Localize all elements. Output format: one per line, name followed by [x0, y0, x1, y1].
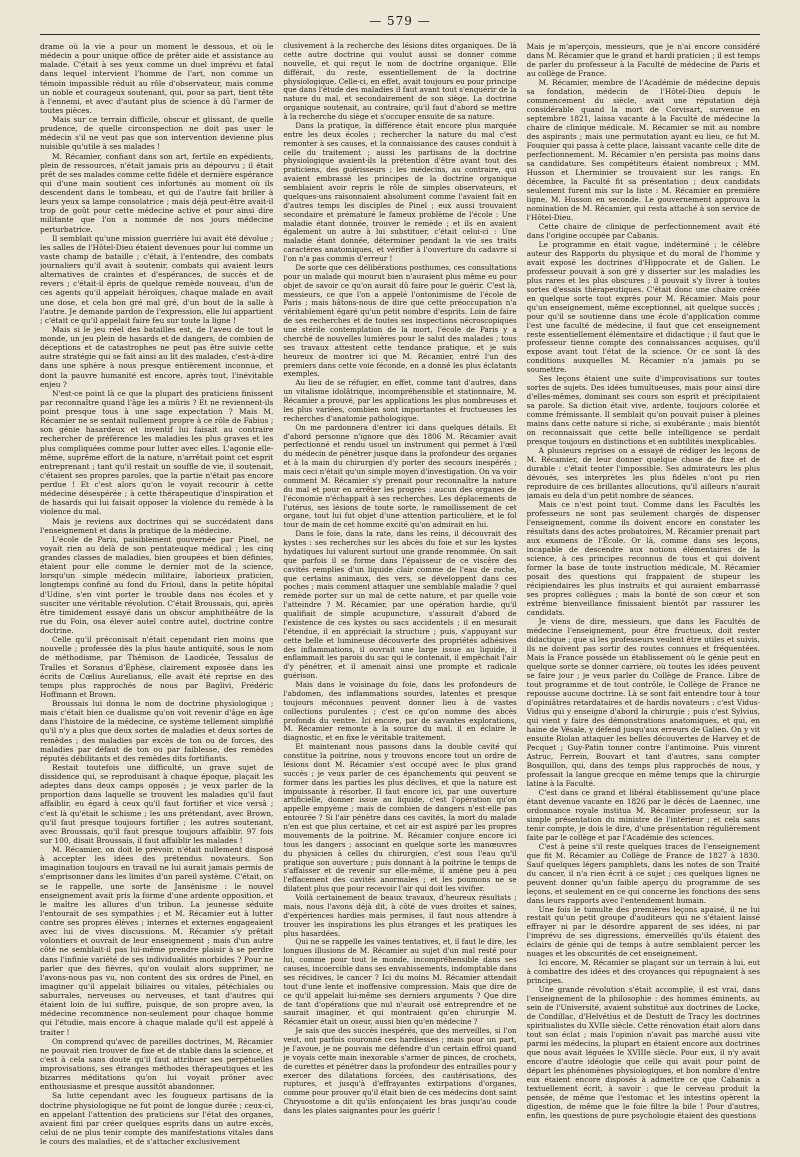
paragraph: M. Récamier, on doit le prévoir, n'était nullement disposé à accepter les idées des prétendus novateurs. Son imagination toujours en travail ne lui aurait jamais permis de s'emprisonner dans les limites d'un pareil système. C'était, on se le rappelle, une sorte de Jansénisme : le nouvel enseignement avait pris la forme d'une ardente opposition, et le maître les allures d'un tribun. La jeunesse séduite l'entourait de ses sympathies ; et M. Récamier eut à lutter contre ses propres élèves ; internes et externes engageaient avec lui de vives discussions. M. Récamier s'y prêtait volontiers et ouvrait de leur enseignement ; mais d'un autre côté ne semblait-il pas lui-même prendre plaisir à se perdre dans l'infinie variété de ses individualités morbides ? Pour ne parler que des fièvres, qu'on voulait alors supprimer, ne l'avons-nous pas vu, non content des six ordres de Pinel, en imaginer qu'il appelait biliaires ou vitales, pétéchiales ou saburrales, nerveuses ou nerveuses, et tant d'autres qui étaient loin de lui suffire, puisque, de son propre aveu, la médecine recommence non-seulement pour chaque homme qui l'étudie, mais encore à chaque malade qu'il est appelé à traiter ! — [40, 845, 274, 1037]
text-columns — [40, 42, 760, 1149]
paragraph: On comprend qu'avec de pareilles doctrines, M. Récamier ne pouvait rien trouver de fixe et de stable dans la science, et c'est à cela sans doute qu'il faut attribuer ses perpétuelles improvisations, ses étranges méthodes thérapeutiques et les bizarres méditations qu'on lui voyait prôner avec enthousiasme et presque aussitôt abandonner. — [40, 1036, 274, 1092]
paragraph: A plusieurs reprises on a essayé de rédiger les leçons de M. Récamier, de leur donner quelque chose de fixe et de durable : c'était tenter l'impossible. Ses admirateurs les plus dévoués, ses interprètes les plus fidèles n'ont pu rien reproduire de ces brillantes allocutions, qu'il ailleurs n'aurait jamais eu dela d'un petit nombre de séances. — [526, 446, 760, 501]
paragraph: Ici encore, M. Récamier se plaçant sur un terrain à lui, eut à combattre des idées et des croyances qui répugnaient à ses principes. — [526, 958, 760, 986]
paragraph: M. Récamier, membre de l'Académie de médecine depuis sa fondation, médecin de l'Hôtel-Dieu depuis le commencement du siècle, avait une réputation déjà considérable quand la mort de Corvisart, survenue en septembre 1821, laissa vacante à la Faculté de médecine la chaire de clinique médicale. M. Récamier se mit au nombre des aspirants ; mais une permutation ayant eu lieu, ce fut M. Fouquier qui passa à cette place, laissant vacante celle dite de perfectionnement. M. Récamier n'en persista pas moins dans sa candidature. Ses compétiteurs étaient nombreux ; MM. Husson et Lherminier se trouvaient sur les rangs. En décembre, la Faculté fit sa présentation ; deux candidats seulement furent mis sur la liste : M. Récamier en première ligne, M. Husson en seconde. Le gouvernement approuva la nomination de M. Récamier, qui resta attaché à son service de l'Hôtel-Dieu. — [526, 77, 760, 222]
paragraph: Mais je m'aperçois, messieurs, que je n'ai encore considéré dans M. Récamier que le grand et hardi praticien ; il est temps de parler du professeur à la Faculté de médecine de Paris et au collège de France. — [526, 42, 760, 78]
paragraph: Mais dans le voisinage du foie, dans les profondeurs de l'abdomen, des inflammations sourdes, latentes et presque toujours méconnues peuvent donner lieu à de vastes collections purulentes ; c'est ce qu'on nomme des abcès profonds du ventre. Ici encore, par de savantes explorations, M. Récamier remonte à la source du mal, il en éclaire le diagnostic, et en fixe le véritable traitement. — [283, 680, 517, 743]
paragraph: On me pardonnera d'entrer ici dans quelques détails. Et d'abord personne n'ignore que dès 1806 M. Récamier avait perfectionné et rendu usuel un instrument qui permet à l'œil du médecin de pénétrer jusque dans la profondeur des organes et à la main du chirurgien d'y porter des secours inespérés ; mais ceci n'était qu'un simple moyen d'investigation. On va voir comment M. Récamier s'y prenait pour reconnaître la nature du mal et pour en arrêter les progrès : aucun des organes de l'économie n'échappait à ses recherches. Les déplacements de l'utérus, ses lésions de toute sorte, le ramollissement de cet organe, tout lui fut objet d'une attention particulière, et le fol tour de main de cet homme excité qu'on admirait en lui. — [283, 422, 517, 530]
column-left — [40, 42, 273, 1149]
paragraph: Cette chaire de clinique de perfectionnement avait été dans l'origine occupée par Cabanis. — [526, 221, 760, 240]
paragraph: Mais sur ce terrain difficile, obscur et glissant, de quelle prudence, de quelle circonspection ne doit pas user le médecin s'il ne veut pas que son intervention devienne plus nuisible qu'utile à ses malades ! — [40, 115, 274, 152]
paragraph: Et maintenant nous passons dans la double cavité qui constitue la poitrine, nous y trouvons encore tout un ordre de lésions dont M. Récamier s'est occupé avec le plus grand succès ; je veux parler de ces épanchements qui peuvent se former dans les parties les plus déclives, et que la nature est impuissante à résorber. Il faut encore ici, par une ouverture artificielle, donner issue au liquide, c'est l'opération qu'on appelle empyème ; mais de combien de dangers n'est-elle pas entourée ? Si l'air pénètre dans ces cavités, la mort du malade n'en est que plus certaine, et cet air est aspiré par les propres mouvements de la poitrine. M. Récamier conjure encore ici tous les dangers ; associant en quelque sorte les manœuvres du physicien à celles du chirurgien, c'est sous l'eau qu'il pratique son ouverture ; puis donnant à la poitrine le temps de s'affaisser et de revenir sur elle-même, il amène peu à peu l'effacement des cavités anormales ; et les poumons ne se dilatent plus que pour recevoir l'air qui doit les vivifier. — [283, 742, 517, 894]
paragraph: Broussais lui donna le nom de doctrine physiologique ; mais c'était bien ce dualisme qu'on voit revenir d'âge en âge dans l'histoire de la médecine, ce système tellement simplifié qu'il n'y a plus que deux sortes de maladies et deux sortes de remèdes ; des maladies par excès de ton ou de forces, des maladies par défaut de ton ou par faiblesse, des remèdes réputés débilitants et des remèdes dits fortifiants. — [40, 699, 274, 763]
paragraph: Il semblait qu'une mission guerrière lui avait été dévolue ; les salles de l'Hôtel-Dieu étaient devenues pour lui comme un vaste champ de bataille ; c'était, à l'entendre, des combats journaliers qu'il avait à soutenir, combats qui avaient leurs alternatives de craintes et d'espérances, de succès et de revers ; c'était-il épris de quelque remède nouveau, d'un de ces agents qu'il appelait héroïques, chaque malade en avait une dose, et cela bon gré mal gré, d'un bout de la salle à l'autre. Je demande pardon de l'expression, elle lui appartient ; c'était ce qu'il appelait faire feu sur toute la ligne ! — [40, 233, 274, 325]
paragraph: Une grande révolution s'était accomplie, il est vrai, dans l'enseignement de la philosophie : des hommes éminents, au sein de l'Université, avaient substitué aux doctrines de Locke, de Condillac, d'Helvétius et de Destutt de Tracy les doctrines spiritualistes du XVIIe siècle. Cette rénovation était alors dans tout son éclat ; mais l'opinion n'avait pas marché aussi vite parmi les médecins, la plupart en étaient encore aux doctrines que nous avait léguées le XVIIIe siècle. Pour eux, il n'y avait encore d'autre idéologie que celle qui avait pour point de départ les phénomènes physiologiques, et bon nombre d'entre eux étaient encore disposés à admettre ce que Cabanis a textuellement écrit, à savoir : que le cerveau produit la pensée, de même que l'estomac et les intestins opèrent la digestion, de même que le foie filtre la bile ! Pour d'autres, enfin, les questions de pure psychologie étaient des questions — [526, 985, 760, 1121]
paragraph: Une fois le tumulte des premières leçons apaisé, il ne lui restait qu'un petit groupe d'auditeurs qui ne s'étaient laissé effrayer ni par le désordre apparent de ses idées, ni par l'imprévu de ses digressions, émerveillés qu'ils étaient des éclairs de génie qui de temps à autre semblaient percer les nuages et les obscurités de cet enseignement. — [526, 904, 760, 959]
page-number: — 579 — — [369, 14, 431, 28]
paragraph: Je viens de dire, messieurs, que dans les Facultés de médecine l'enseignement, pour être fructueux, doit rester didactique ; que si les professeurs veulent être utiles et suivis, ils ne doivent pas sortir des routes connues et fréquentées. Mais la France possède un établissement où le génie peut en quelque sorte se donner carrière, où toutes les idées peuvent se faire jour ; je veux parler du Collège de France. Libre de tout programme et de tout contrôle, le Collège de France ne repousse aucune doctrine. Là se sont fait entendre tour à tour d'opiniâtres retardataires et de hardis novateurs : c'est Vidus-Vidius qui y enseigne d'abord la chirurgie ; puis c'est Sylvius, qui vient y faire des démonstrations anatomiques, et qui, en haine de Vésale, y défend jusqu'aux erreurs de Galien. On y vit ensuite Riolan attaquer les belles découvertes de Harvey et de Pecquet ; Guy-Patin tonner contre l'antimoine. Puis vinrent Astruc, Ferrein, Bouvart et tant d'autres, sans compter Bosquillon, qui, dans des temps plus rapprochés de nous, y professait la langue grecque en même temps que la chirurgie latine à la Faculté. — [526, 617, 760, 788]
paragraph: Sa lutte cependant avec les fougueux partisans de la doctrine physiologique ne fut point de longue durée ; ceux-ci, en appelant l'attention des praticiens sur l'état des organes, avaient fini par créer quelques esprits dans un autre excès, celui de ne plus tenir compte des manifestations vitales dans le cours des maladies, et de s'attacher exclusivement — [40, 1091, 274, 1146]
paragraph: Le programme en était vague, indéterminé ; le célèbre auteur des Rapports du physique et du moral de l'homme y avait exposé les doctrines d'Hippocrate et de Galien. Le professeur pouvait à son gré y disserter sur les maladies les plus rares et les plus obscures ; il pouvait s'y livrer à toutes sortes d'essais thérapeutiques. C'était donc une chaire créée en quelque sorte tout exprès pour M. Récamier. Mais pour qu'un enseignement, même exceptionnel, ait quelque succès ; pour qu'il se soutienne dans une école d'application comme l'est une faculté de médecine, il faut que cet enseignement reste essentiellement élémentaire et didactique ; il faut que le professeur tienne compte des connaissances acquises, qu'il expose avant tout l'état de la science. Or ce sont là des conditions auxquelles M. Récamier n'a jamais pu se soumettre. — [526, 239, 760, 375]
paragraph: Mais si le jeu réel des batailles est, de l'aveu de tout le monde, un jeu plein de hasards et de dangers, de combien de déceptions et de catastrophes ne peut pas être suivie cette autre stratégie qui se fait ainsi au lit des malades, c'est-à-dire dans une sphère à nous presque entièrement inconnue, et dont la pauvre humanité est encore, après tout, l'inévitable enjeu ? — [40, 324, 274, 389]
paragraph: Qui ne se rappelle les vaines tentatives, et, il faut le dire, les longues illusions de M. Récamier au sujet d'un mal resté pour lui, comme pour tout le monde, incompréhensible dans ses causes, incoercible dans ses envahissements, indomptable dans ses récidives, le cancer ? Ici du moins M. Récamier attendait tout d'une lente et inoffensive compression. Mais que dire de ce qu'il appelait lui-même ses derniers arguments ? Que dire de tant d'opérations que nul n'aurait osé entreprendre et ne saurait imaginer, et qui montraient qu'en chirurgie M. Récamier était un oseur, aussi bien qu'en médecine ? — [283, 937, 517, 1027]
paragraph: Au lieu de se réfugier, en effet, comme tant d'autres, dans un vitalisme idolâtrique, incompréhensible et stationnaire, M. Récamier a prouvé, par les applications les plus nombreuses et les plus variées, combien sont importantes et fructueuses les recherches d'anatomie pathologique. — [283, 378, 517, 423]
paragraph: clusivement à la recherche des lésions dites organiques. De là cette autre doctrine qui voulut aussi se donner comme nouvelle, et qui reçut le nom de doctrine organique. Elle différait, du reste, essentiellement de la doctrine physiologique. Celle-ci, en effet, avait toujours eu pour principe que dans l'étude des maladies il faut avant tout s'enquérir de la nature du mal, et secondairement de son siège. La doctrine organique soutenait, au contraire, qu'il faut d'abord se mettre à la recherche du siège et s'occuper ensuite de sa nature. — [283, 42, 517, 121]
paragraph: Dans la pratique, la différence était encore plus marquée entre les deux écoles ; rechercher la nature du mal c'est remonter à ses causes, et la connaissance des causes conduit à celle du traitement ; aussi les partisans de la doctrine physiologique avaient-ils la prétention d'être avant tout des praticiens, des guérisseurs ; les médecins, au contraire, qui avaient embrassé les principes de la doctrine organique semblaient avoir repris le rôle de simples observateurs, et quelques-uns raisonnaient absolument comme l'avaient fait en d'autres temps les disciples de Pinel ; eux aussi trouvaient secondaire et prématuré le fameux problème de l'école : Une maladie étant donnée, trouver le remède ; et ils en avaient également un autre à lui substituer, c'était celui-ci : Une maladie étant donnée, déterminer pendant la vie ses traits caractères anatomiques, et vérifier à l'ouverture du cadavre si l'on n'a pas commis d'erreur ! — [283, 120, 517, 263]
paragraph: C'est à peine s'il reste quelques traces de l'enseignement que fit M. Récamier au Collège de France de 1827 à 1830. Sauf quelques légers pamphlets, dans les notes de son Traité du cancer, il n'a rien écrit à ce sujet ; ces quelques lignes ne peuvent donner qu'un faible aperçu du programme de ses leçons, et seulement en ce qui concerne les fonctions des sens dans leurs rapports avec l'entendement humain. — [526, 841, 760, 905]
paragraph: Dans le foie, dans la rate, dans les reins, il découvrait des kystes : ses recherches sur les abcès du foie et sur les kystes hydatiques lui valurent surtout une grande renommée. On sait que parfois il se forme dans l'épaisseur de ce viscère des cavités remplies d'un liquide clair comme de l'eau de roche, que certains animaux, des vers, se développent dans ces poches ; mais comment attaquer une semblable maladie ? quel remède porter sur un mal de cette nature, et par quelle voie l'atteindre ? M. Récamier, par une opération hardie, qu'il qualifiait de simple acupuncture, s'assurait d'abord de l'existence de ces kystes ou sacs accidentels ; il en mesurait l'étendue, il en appréciait la structure ; puis, s'appuyant sur cette belle et lumineuse découverte des propriétés adhésives des inflammations, il ouvrait une large issue au liquide, il enflammait les parois du sac qui le contenait, il empêchait l'air d'y pénétrer, et il amenait ainsi une prompte et radicale guérison. — [283, 529, 517, 681]
column-right — [527, 42, 760, 1149]
paragraph: Ses leçons étaient une suite d'improvisations sur toutes sortes de sujets. Des idées tumultueuses, mais pour ainsi dire d'elles-mêmes, dominant ses cours son esprit et précipitaient sa parole. Sa diction était vive, ardente, toujours colorée et comme frémissante. Il semblait qu'on pouvait puiser à pleines mains dans cette nature si riche, si exubérante ; mais bientôt on reconnaissait que cette belle intelligence se perdait presque toujours en distinctions et en subtilités inexplicables. — [526, 374, 760, 447]
header-rule — [40, 34, 760, 35]
paragraph: Voilà certainement de beaux travaux, d'heureux résultats ; mais, nous l'avons déjà dit, à côté de vues droites et saines, d'expériences hardies mais permises, il faut nous attendre à trouver les inspirations les plus étranges et les pratiques les plus hasardées. — [283, 893, 517, 938]
paragraph: M. Récamier, confiant dans son art, fertile en expédients, plein de ressources, n'était jamais pris au dépourvu ; il était prêt de ses malades comme cette fidèle et dernière espérance qui d'une main soutient ces infortunés au moment où ils descendent dans le tombeau, et qui de l'autre fait briller à leurs yeux sa lampe consolatrice ; mais déjà peut-être avait-il trop de goût pour cette médecine active et pour ainsi dire militante que l'on a nommée de nos jours médecine perturbatrice. — [40, 151, 274, 234]
paragraph: L'école de Paris, paisiblement gouvernée par Pinel, ne voyait rien au delà de son pentateuque médical ; les cinq grandes classes de maladies, bien groupées et bien définies, étaient pour elle comme le dernier mot de la science, lorsqu'un simple médecin militaire, laborieux praticien, longtemps confiné au fond du Frioul, dans la petite hôpital d'Udine, s'en vint porter le trouble dans nos écoles et y susciter une véritable révolution. C'était Broussais, qui, après être timidement essayé dans un obscur amphithéâtre de la rue du Foin, osa élever autel contre autel, doctrine contre doctrine. — [40, 534, 274, 635]
paragraph: Mais je reviens aux doctrines qui se succédaient dans l'enseignement et dans la pratique de la médecine. — [40, 516, 274, 535]
paragraph: Mais ce n'est point tout. Comme dans les Facultés les professeurs ne sont pas seulement chargés de dispenser l'enseignement, comme ils doivent encore en constater les résultats dans des actes probatoires, M. Récamier prenait part aux examens de l'École. Or là, comme dans ses leçons, incapable de descendre aux notions élémentaires de la science, à ces principes reconnus de tous et qui doivent former la base de toute instruction médicale, M. Récamier posait des questions qui frappaient de stupeur les récipiendaires les plus instruits et qui auraient embarrassé ses propres collègues ; mais la bonté de son cœur et son extrême bienveillance finissaient bientôt par rassurer les candidats. — [526, 500, 760, 618]
paragraph: N'est-ce point là ce que la plupart des praticiens finissent par reconnaître quand l'âge les a mûris ? Et ne reviennent-ils point presque tous à une sage expectation ? Mais M. Récamier ne se sentait nullement propre à ce rôle de Fabius ; son génie hasardeux et inventif lui faisait au contraire rechercher de préférence les maladies les plus graves et les plus compliquées comme pour lutter avec elles. L'agonie elle-même, suprême effort de la nature, n'arrêtait point cet esprit entreprenant ; tant qu'il restait un souffle de vie, il soutenait, c'étaient ses propres paroles, que la partie n'était pas encore perdue ! Et c'est alors qu'on le voyait recourir à cette médecine désespérée ; à cette thérapeutique d'inspiration et de hasards qui lui faisait opposer la violence du remède à la violence du mal. — [40, 388, 274, 517]
column-middle — [283, 42, 516, 1149]
paragraph: Celle qu'il préconisait n'était cependant rien moins que nouvelle ; professée dès la plus haute antiquité, sous le nom de méthodisme, par Thémison de Laodicée, Tessalus de Tralles et Soranus d'Éphèse, clairement exposée dans les écrits de Cœlius Aurelianus, elle avait été reprise en des temps plus rapprochés de nous par Baglivi, Frédéric Hoffmann et Brown. — [40, 635, 274, 699]
paragraph: Restait toutefois une difficulté, un grave sujet de dissidence qui, se reproduisant à chaque époque, plaçait les adeptes dans deux camps opposés ; je veux parler de la proportion dans laquelle se trouvent les maladies qu'il faut affaiblir, eu égard à ceux qu'il faut fortifier et vice versâ ; c'est là qu'était le schisme ; les uns prétendant, avec Brown, qu'il faut presque toujours fortifier ; les autres soutenant, avec Broussais, qu'il faut presque toujours affaiblir. 97 fois sur 100, disait Broussais, il faut affaiblir les malades ! — [40, 762, 274, 845]
paragraph: drame où la vie a pour un moment le dessous, et où le médecin a pour unique office de prêter aide et assistance au malade. C'était à ses yeux comme un duel imprévu et fatal dans lequel intervient l'homme de l'art, non comme un témoin impassible réduit au rôle d'observateur, mais comme un noble et courageux soutenant, qui, pour sa part, tient tête à l'ennemi, et avec d'autant plus de science à dû l'armer de toutes pièces. — [40, 42, 274, 115]
paragraph: De sorte que ces délibérations posthumes, ces consultations pour un malade qui mourut bien n'auraient plus même eu pour objet de savoir ce qu'on aurait dû faire pour le guérir. C'est là, messieurs, ce que l'on a appelé l'ontonimisme de l'école de Paris ; mais hâtons-nous de dire que cette préoccupation n'a véritablement égaré qu'un petit nombre d'esprits. Loin de faire de ses recherches et de toutes ses inspections nécroscopiques une stérile contemplation de la mort, l'école de Paris y a cherché de nouvelles lumières pour le salut des malades ; tous ses travaux attestent cette tendance pratique, et je suis heureux de montrer ici que M. Récamier, entré l'un des premiers dans cette voie féconde, en a donné les plus éclatants exemples. — [283, 262, 517, 379]
paragraph: Je sais que des succès inespérés, que des merveilles, si l'on veut, ont parfois couronné ces hardiesses ; mais pour un part, je l'avoue, je ne pouvais me défendre d'un certain effroi quand je voyais cette main inexorable s'armer de pinces, de crochets, de curettes et pénétrer dans la profondeur des entrailles pour y exercer des dilatations forcées, des cautérisations, des ruptures, et jusqu'à d'effrayantes extirpations d'organes, comme pour prouver qu'il était bien de ces médecins dont saint Chrysostome a dit qu'ils enfonçaient les bras jusqu'au coude dans les plaies saignantes pour les guérir ! — [283, 1026, 517, 1115]
paragraph: C'est dans ce grand et libéral établissement qu'une place étant devenue vacante en 1826 par le décès de Laennec, une ordonnance royale institua M. Récamier professeur, sur la simple présentation du ministre de l'intérieur ; et cela sans tenir compte, je dois le dire, d'une présentation régulièrement faite par le collège et par l'Académie des sciences. — [526, 787, 760, 842]
